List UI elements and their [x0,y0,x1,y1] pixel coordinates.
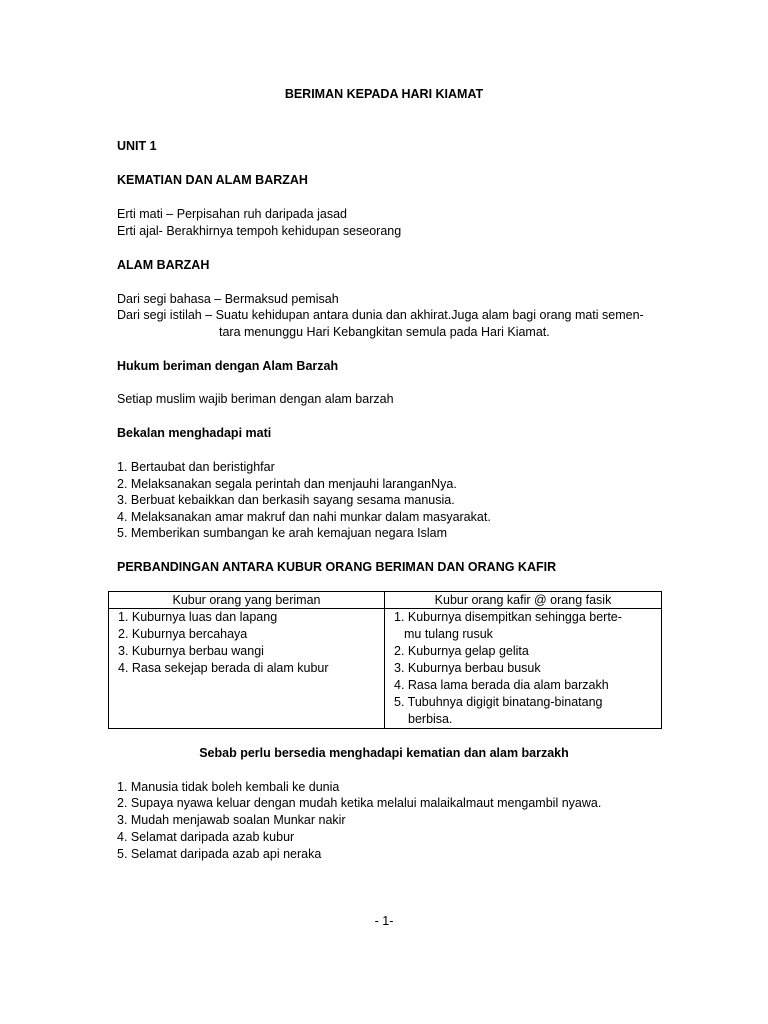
document-title: BERIMAN KEPADA HARI KIAMAT [284,87,484,101]
list-item: 2. Supaya nyawa keluar dengan mudah ketika melalui malaikalmaut mengambil nyawa. [117,796,602,810]
hukum-text: Setiap muslim wajib beriman dengan alam barzah [117,392,394,406]
barzah-bahasa: Dari segi bahasa – Bermaksud pemisah [117,292,339,306]
table-row [109,609,662,729]
table-header-kafir: Kubur orang kafir @ orang fasik [385,592,662,609]
list-item: 5. Memberikan sumbangan ke arah kemajuan negara Islam [117,526,448,540]
list-item: 3. Berbuat kebaikkan dan berkasih sayang sesama manusia. [117,493,455,507]
list-item: 4. Melaksanakan amar makruf dan nahi munkar dalam masyarakat. [117,510,491,524]
definition-mati: Erti mati – Perpisahan ruh daripada jasad [117,207,347,221]
section-heading-hukum: Hukum beriman dengan Alam Barzah [117,359,339,373]
section-heading-bekalan: Bekalan menghadapi mati [117,426,272,440]
section-heading-perbandingan: PERBANDINGAN ANTARA KUBUR ORANG BERIMAN DAN ORANG KAFIR [117,560,557,574]
page-number: - 1- [374,914,394,928]
list-item: 2. Melaksanakan segala perintah dan menjauhi laranganNya. [117,477,457,491]
list-item: 1. Kuburnya disempitkan sehingga berte- [394,610,622,624]
list-item: 4. Rasa lama berada dia alam barzakh [394,678,609,692]
table-cell-kafir [385,609,662,729]
barzah-istilah-continued: tara menunggu Hari Kebangkitan semula pada Hari Kiamat. [219,325,550,339]
comparison-table [108,591,662,729]
list-item: 4. Rasa sekejap berada di alam kubur [118,661,329,675]
list-item: 2. Kuburnya gelap gelita [394,644,529,658]
table-header-beriman: Kubur orang yang beriman [109,592,385,609]
list-item: 3. Mudah menjawab soalan Munkar nakir [117,813,346,827]
list-item-continued: berbisa. [408,712,453,726]
list-item: 3. Kuburnya berbau wangi [118,644,264,658]
list-item: 1. Kuburnya luas dan lapang [118,610,278,624]
section-heading-kematian: KEMATIAN DAN ALAM BARZAH [117,173,308,187]
list-item: 4. Selamat daripada azab kubur [117,830,295,844]
list-item: 1. Manusia tidak boleh kembali ke dunia [117,780,340,794]
list-item: 3. Kuburnya berbau busuk [394,661,541,675]
list-item: 5. Tubuhnya digigit binatang-binatang [394,695,603,709]
unit-label: UNIT 1 [117,139,157,153]
list-item: 1. Bertaubat dan beristighfar [117,460,275,474]
list-item: 5. Selamat daripada azab api neraka [117,847,322,861]
table-header-row [109,592,662,609]
table-cell-beriman [109,609,385,729]
section-heading-sebab: Sebab perlu bersedia menghadapi kematian dan alam barzakh [199,746,569,760]
definition-ajal: Erti ajal- Berakhirnya tempoh kehidupan seseorang [117,224,402,238]
section-heading-alam-barzah: ALAM BARZAH [117,258,210,272]
barzah-istilah: Dari segi istilah – Suatu kehidupan antara dunia dan akhirat.Juga alam bagi orang mati semen- [117,308,644,322]
list-item: 2. Kuburnya bercahaya [118,627,248,641]
list-item-continued: mu tulang rusuk [404,627,493,641]
